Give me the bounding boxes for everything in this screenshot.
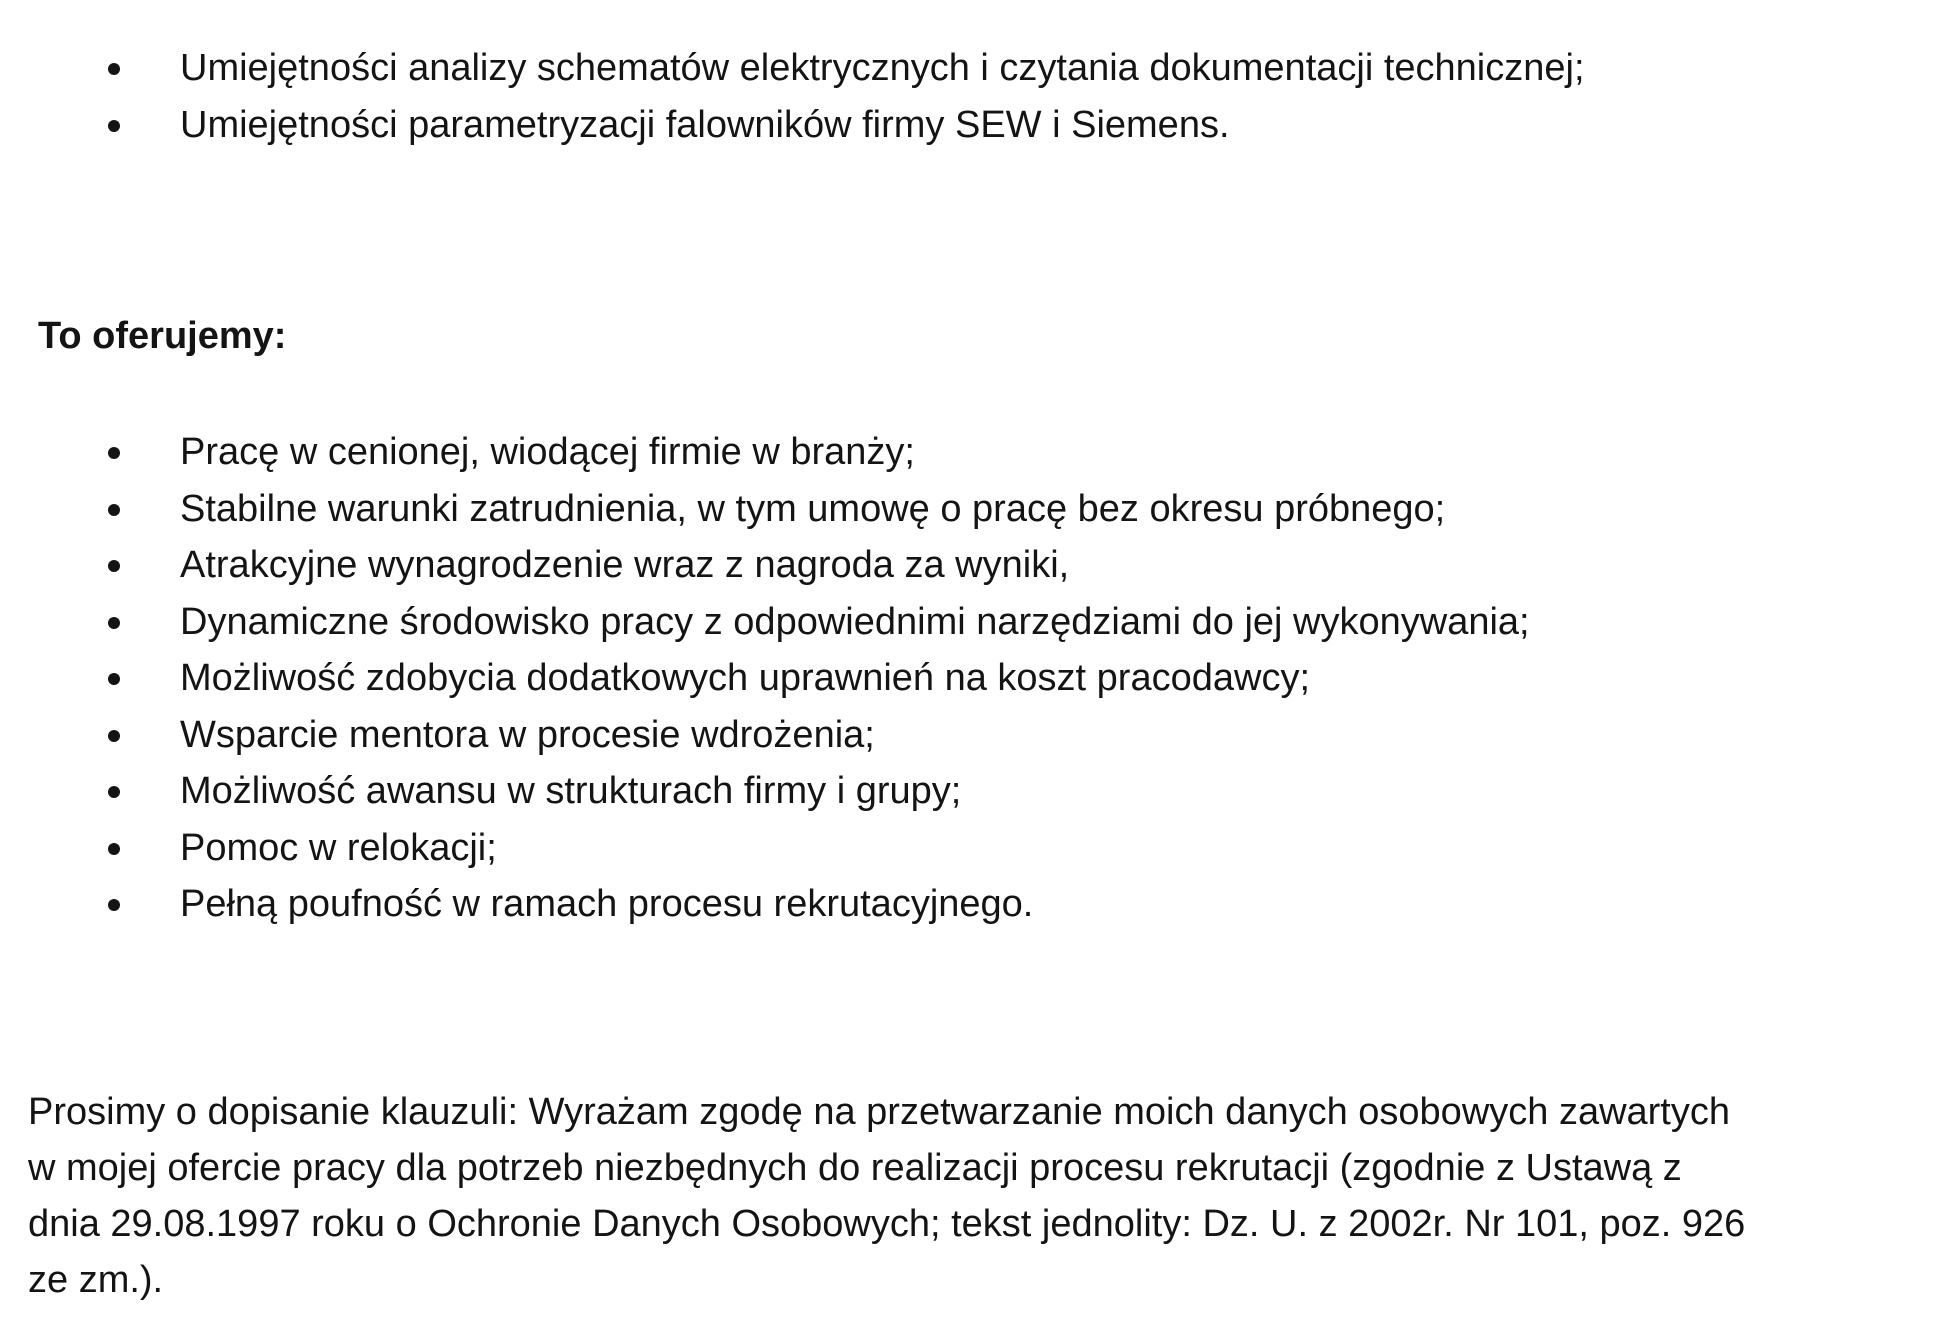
list-item-text: Stabilne warunki zatrudnienia, w tym umowę o pracę bez okresu próbnego;	[180, 487, 1446, 530]
list-item-text: Pełną poufność w ramach procesu rekrutacyjnego.	[180, 883, 1034, 925]
clause-line: Prosimy o dopisanie klauzuli: Wyrażam zgodę na przetwarzanie moich danych osobowych zawartych	[28, 1091, 1731, 1133]
bullet-icon	[108, 617, 120, 629]
bullet-icon	[108, 120, 120, 132]
clause-line: ze zm.).	[28, 1259, 164, 1301]
list-item-text: Pracę w cenionej, wiodącej firmie w branży;	[180, 431, 915, 473]
list-item-text: Pomoc w relokacji;	[180, 826, 497, 869]
bullet-icon	[108, 63, 120, 75]
bullet-icon	[108, 786, 120, 798]
list-item-text: Umiejętności analizy schematów elektrycznych i czytania dokumentacji technicznej;	[180, 47, 1585, 89]
consent-clause	[28, 1084, 1928, 1308]
bullet-icon	[108, 730, 120, 742]
bullet-icon	[108, 843, 120, 855]
bullet-icon	[108, 560, 120, 572]
bullet-icon	[108, 447, 120, 459]
list-item-text: Atrakcyjne wynagrodzenie wraz z nagroda za wyniki,	[180, 544, 1070, 586]
list-item-text: Umiejętności parametryzacji falowników firmy SEW i Siemens.	[180, 103, 1230, 146]
bullet-icon	[108, 504, 120, 516]
bullet-icon	[108, 899, 120, 911]
list-item-text: Możliwość awansu w strukturach firmy i grupy;	[180, 770, 962, 812]
list-item-text: Wsparcie mentora w procesie wdrożenia;	[180, 713, 875, 756]
list-item-text: Dynamiczne środowisko pracy z odpowiednimi narzędziami do jej wykonywania;	[180, 600, 1530, 643]
bullet-icon	[108, 673, 120, 685]
clause-line: w mojej ofercie pracy dla potrzeb niezbędnych do realizacji procesu rekrutacji (zgodnie z Ustawą z	[28, 1147, 1682, 1189]
list-item-text: Możliwość zdobycia dodatkowych uprawnień na koszt pracodawcy;	[180, 657, 1310, 699]
offer-heading: To oferujemy:	[38, 315, 287, 357]
clause-line: dnia 29.08.1997 roku o Ochronie Danych Osobowych; tekst jednolity: Dz. U. z 2002r. Nr 101, poz. 926	[28, 1203, 1746, 1245]
